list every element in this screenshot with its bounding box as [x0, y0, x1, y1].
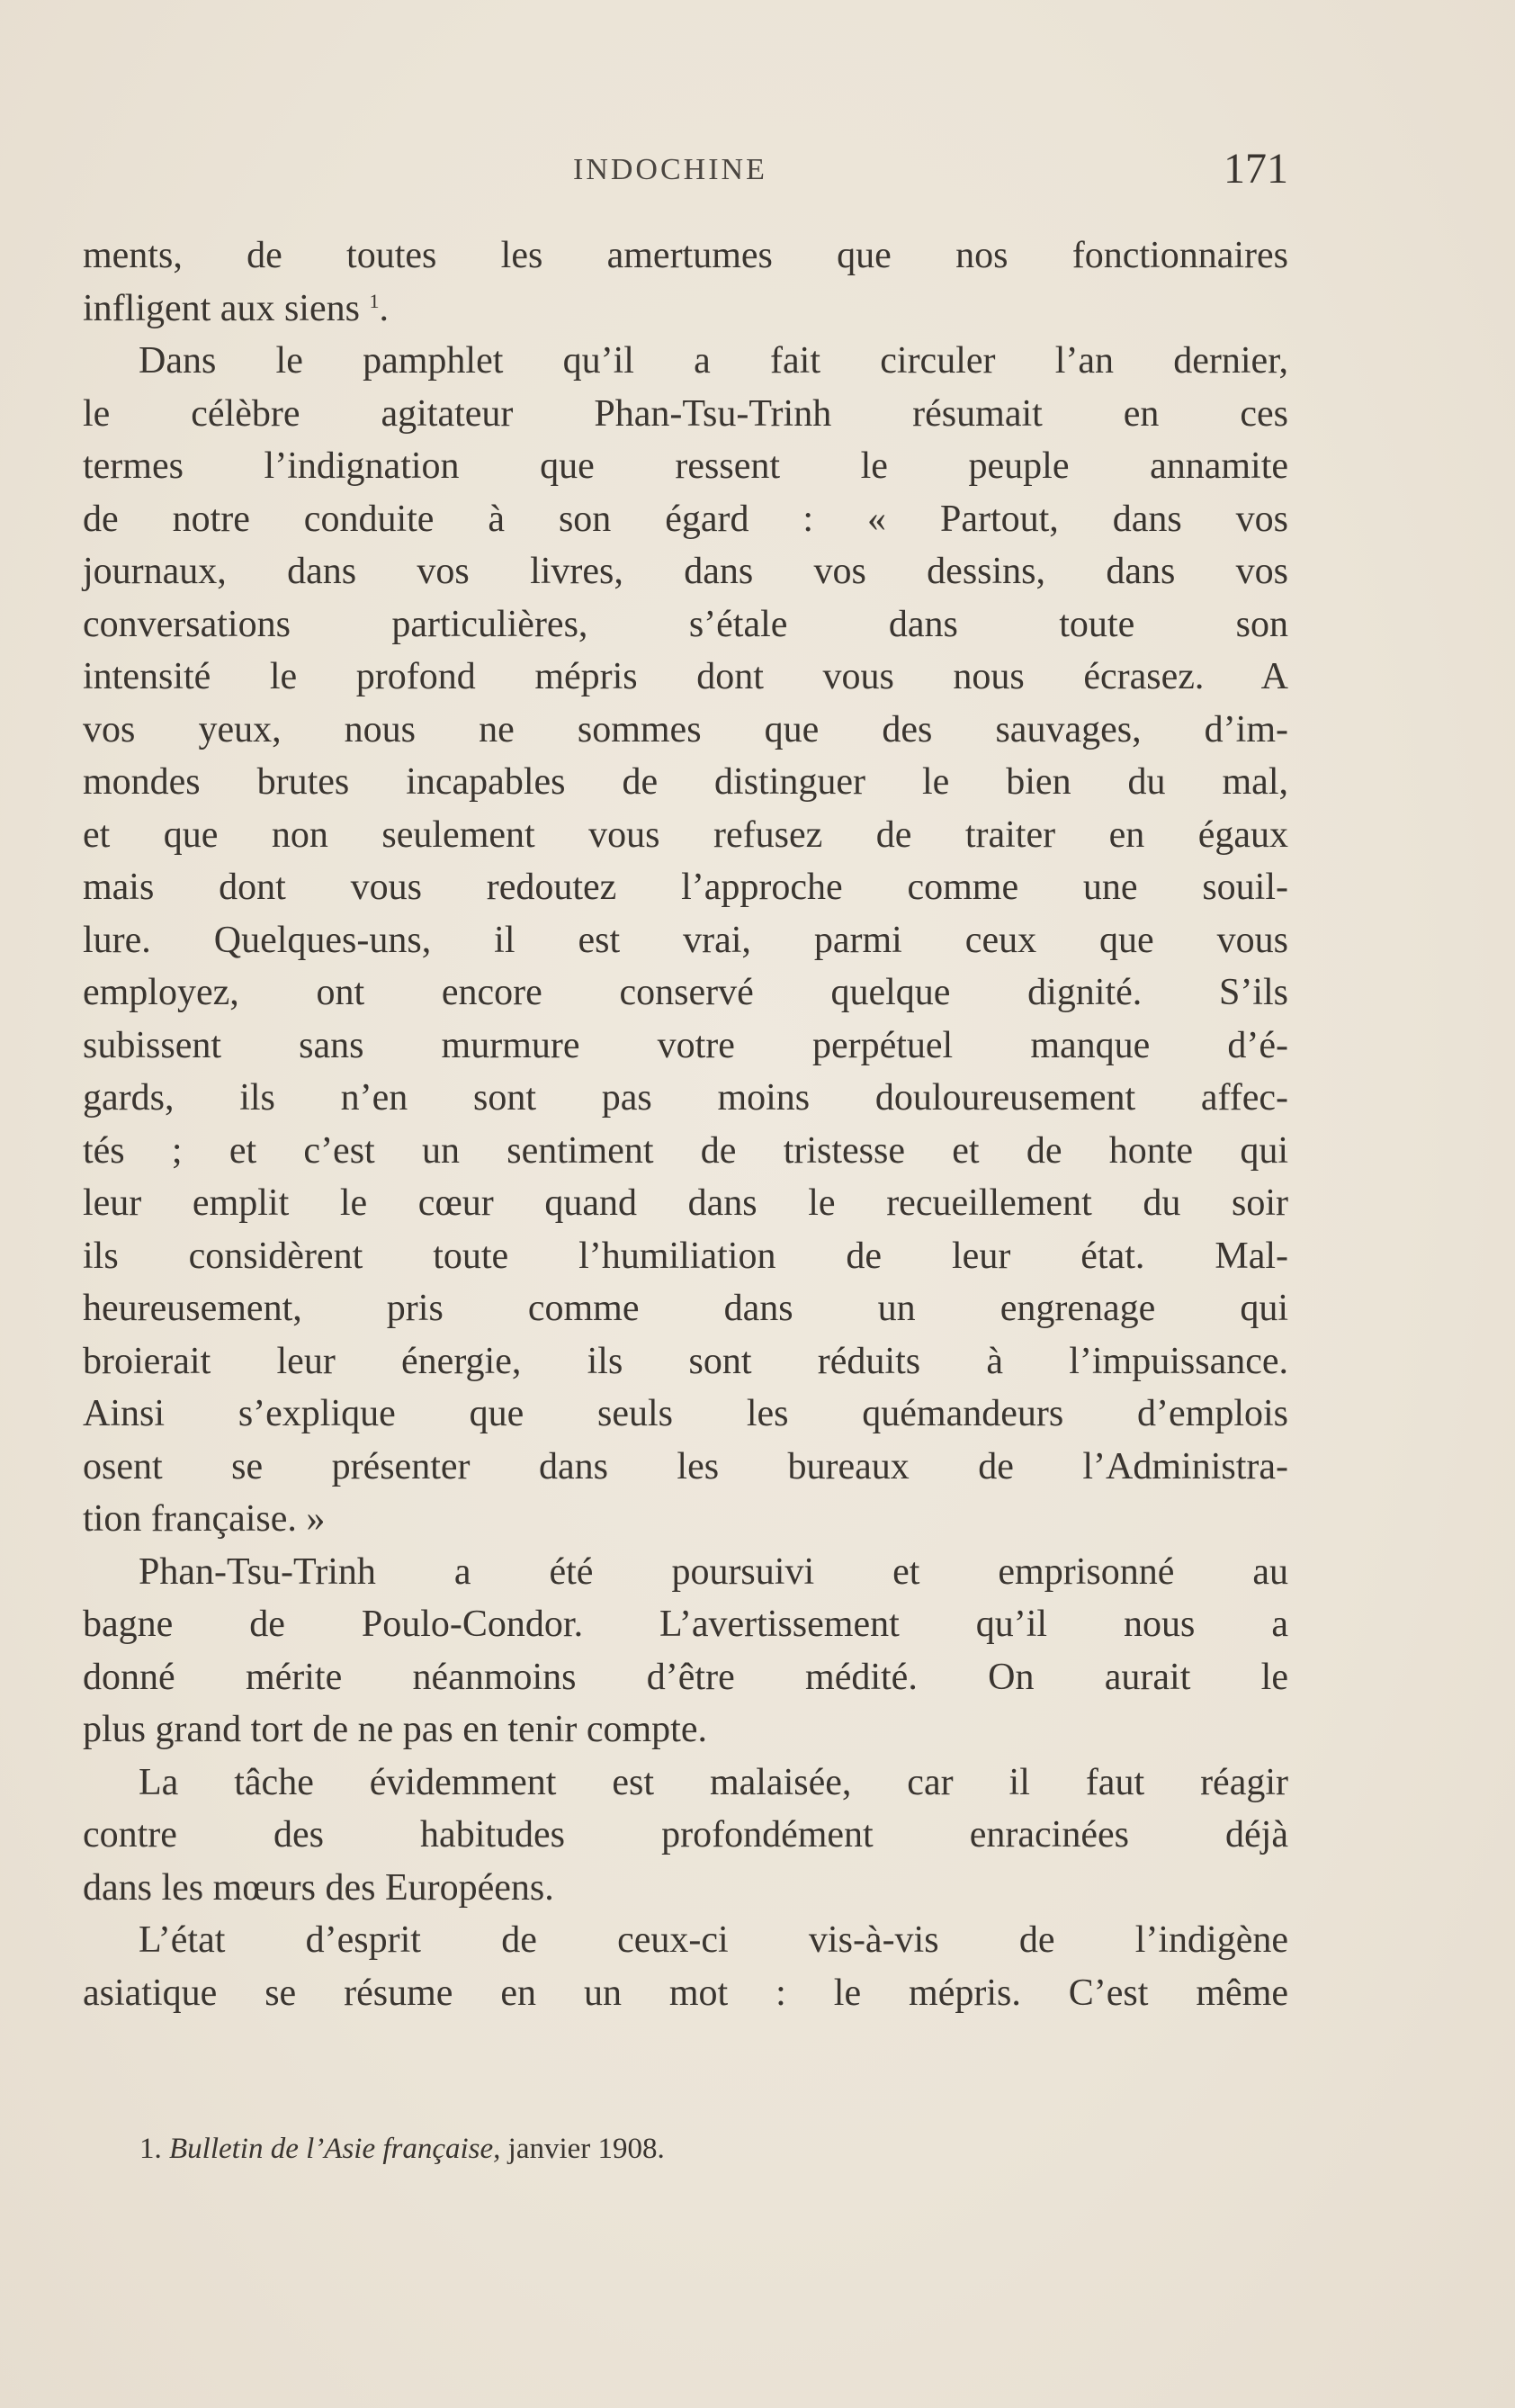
page-header: [83, 144, 1288, 198]
text-line-content: Phan-Tsu-Trinh a été poursuivi et emprisonné au: [139, 1550, 1288, 1593]
text-line-content: contre des habitudes profondément enracinées déjà: [83, 1814, 1288, 1855]
text-line: [83, 1809, 1288, 1862]
text-line: [83, 1967, 1288, 2020]
text-line: [83, 756, 1288, 809]
text-line: [83, 1177, 1288, 1230]
text-line-content: journaux, dans vos livres, dans vos dessins, dans vos: [83, 551, 1288, 592]
text-line: [83, 1072, 1288, 1125]
text-line-content: ments, de toutes les amertumes que nos fonctionnaires: [83, 235, 1288, 276]
text-line: [83, 704, 1288, 757]
text-line-content: osent se présenter dans les bureaux de l’Administra-: [83, 1445, 1288, 1487]
footnote-number: 1.: [139, 2133, 162, 2165]
text-line-suffix: .: [379, 287, 389, 329]
footnote-reference: 1: [369, 289, 380, 312]
text-line: [83, 388, 1288, 441]
text-line-content: leur emplit le cœur quand dans le recueillement du soir: [83, 1182, 1288, 1224]
footnote-source-title: Bulletin de l’Asie française,: [169, 2133, 501, 2165]
text-line-content: lure. Quelques-uns, il est vrai, parmi ceux que vous: [83, 919, 1288, 961]
text-line: [83, 1441, 1288, 1494]
text-line-content: mondes brutes incapables de distinguer le bien du mal,: [83, 761, 1288, 803]
text-line: [83, 1862, 1288, 1915]
text-line-content: conversations particulières, s’étale dans toute son: [83, 603, 1288, 645]
text-line-content: intensité le profond mépris dont vous nous écrasez. A: [83, 656, 1288, 697]
text-line: [83, 1335, 1288, 1388]
text-line-content: tion française. »: [83, 1498, 326, 1540]
text-line-content: ils considèrent toute l’humiliation de leur état. Mal-: [83, 1235, 1288, 1277]
text-line-content: L’état d’esprit de ceux-ci vis-à-vis de l’indigène: [139, 1919, 1288, 1961]
text-line-content: subissent sans murmure votre perpétuel manque d’é-: [83, 1024, 1288, 1066]
text-line-content: Dans le pamphlet qu’il a fait circuler l’an dernier,: [139, 340, 1288, 382]
body-text: [83, 229, 1288, 2019]
page-number: 171: [1224, 145, 1288, 193]
running-title: INDOCHINE: [573, 153, 767, 186]
text-line: [83, 1230, 1288, 1283]
text-line-content: heureusement, pris comme dans un engrenage qui: [83, 1288, 1288, 1329]
text-line-content: de notre conduite à son égard : « Partout, dans vos: [83, 498, 1288, 540]
text-line: [83, 1125, 1288, 1178]
footnote: [139, 2133, 665, 2166]
text-line: [83, 1914, 1288, 1967]
text-line-content: le célèbre agitateur Phan-Tsu-Trinh résumait en ces: [83, 392, 1288, 435]
text-line: [83, 1546, 1288, 1599]
text-line: [83, 651, 1288, 704]
text-line-content: dans les mœurs des Européens.: [83, 1866, 554, 1909]
text-line: [83, 1703, 1288, 1757]
text-line: [83, 440, 1288, 493]
text-line: [83, 1493, 1288, 1546]
text-line: [83, 229, 1288, 283]
text-line: [83, 1651, 1288, 1704]
text-line: [83, 861, 1288, 914]
text-line: [83, 966, 1288, 1020]
text-line: [83, 1388, 1288, 1441]
text-line: [83, 1757, 1288, 1810]
text-line-content: Ainsi s’explique que seuls les quémandeurs d’emplois: [83, 1393, 1288, 1434]
text-line-content: broierait leur énergie, ils sont réduits à l’impuissance.: [83, 1340, 1288, 1382]
text-line: [83, 283, 1288, 336]
text-line-content: bagne de Poulo-Condor. L’avertissement qu’il nous a: [83, 1604, 1288, 1645]
text-line-content: plus grand tort de ne pas en tenir compte.: [83, 1709, 707, 1750]
footnote-date: janvier 1908.: [507, 2133, 665, 2165]
text-line-content: employez, ont encore conservé quelque dignité. S’ils: [83, 972, 1288, 1013]
text-line: [83, 598, 1288, 651]
text-line: [83, 1598, 1288, 1651]
text-line: [83, 1282, 1288, 1335]
text-line: [83, 809, 1288, 862]
text-line-content: mais dont vous redoutez l’approche comme une souil-: [83, 867, 1288, 908]
text-line: [83, 493, 1288, 546]
text-line-content: vos yeux, nous ne sommes que des sauvages, d’im-: [83, 708, 1288, 750]
text-line: [83, 335, 1288, 388]
text-line-content: tés ; et c’est un sentiment de tristesse et de honte qui: [83, 1129, 1288, 1172]
text-line-content: La tâche évidemment est malaisée, car il faut réagir: [139, 1761, 1288, 1803]
text-line-content: asiatique se résume en un mot : le mépris. C’est même: [83, 1972, 1288, 2014]
text-line: [83, 545, 1288, 598]
text-line-content: termes l’indignation que ressent le peuple annamite: [83, 445, 1288, 487]
text-line-content: et que non seulement vous refusez de traiter en égaux: [83, 813, 1288, 856]
text-line: [83, 1020, 1288, 1073]
text-line-content: donné mérite néanmoins d’être médité. On aurait le: [83, 1656, 1288, 1698]
text-line-content: infligent aux siens: [83, 287, 360, 329]
text-line-content: gards, ils n’en sont pas moins douloureusement affec-: [83, 1077, 1288, 1119]
text-line: [83, 914, 1288, 967]
